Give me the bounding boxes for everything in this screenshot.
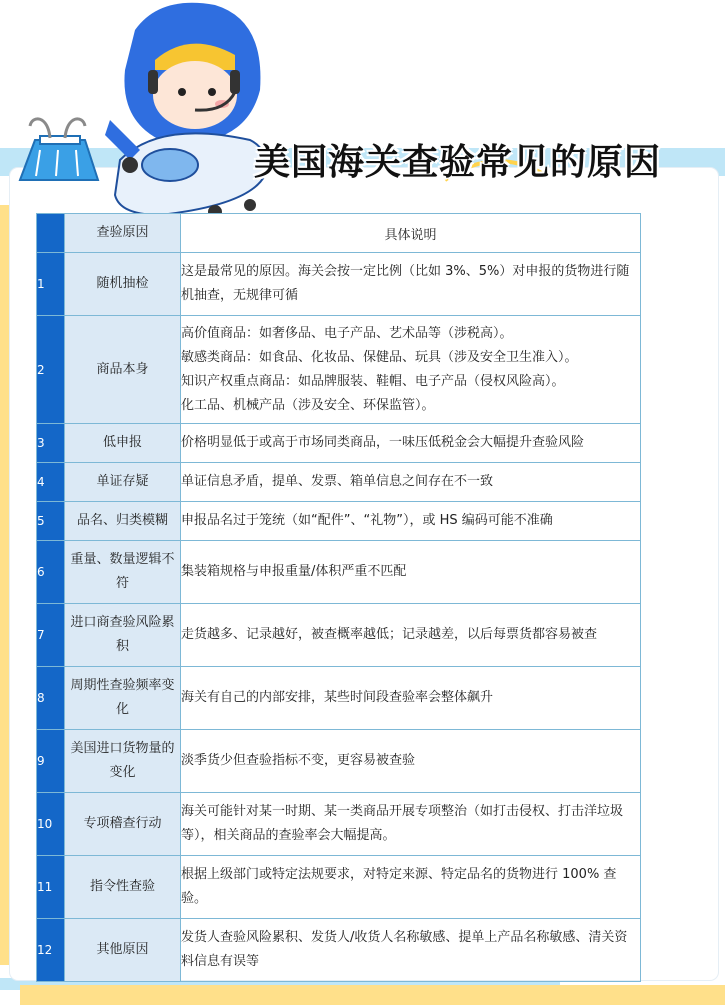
table-row — [37, 463, 641, 502]
row-description — [181, 502, 641, 541]
table-row — [37, 919, 641, 982]
row-reason: 低申报 — [65, 424, 181, 463]
row-reason: 进口商查验风险累积 — [65, 604, 181, 667]
decor-yellow-bottom — [20, 985, 725, 1005]
description-line: 化工品、机械产品（涉及安全、环保监管）。 — [181, 397, 435, 413]
row-number: 8 — [37, 667, 65, 730]
description-line: 走货越多、记录越好，被查概率越低；记录越差，以后每票货都容易被查 — [181, 627, 598, 642]
row-number: 10 — [37, 793, 65, 856]
row-reason: 其他原因 — [65, 919, 181, 982]
mascot-pilot-airplane — [100, 0, 275, 222]
table-row — [37, 253, 641, 316]
row-description — [181, 604, 641, 667]
description-line: 淡季货少但查验指标不变，更容易被查验 — [181, 753, 416, 768]
row-number: 1 — [37, 253, 65, 316]
row-description — [181, 730, 641, 793]
header-reason: 查验原因 — [65, 214, 181, 253]
row-description — [181, 856, 641, 919]
table-row — [37, 667, 641, 730]
customs-inspection-table — [36, 213, 641, 982]
row-description — [181, 253, 641, 316]
description-line: 海关可能针对某一时期、某一类商品开展专项整治（如打击侵权、打击洋垃圾等），相关商品的查验率会大幅提高。 — [181, 804, 624, 843]
description-line: 单证信息矛盾，提单、发票、箱单信息之间存在不一致 — [181, 474, 494, 489]
description-line: 集装箱规格与申报重量/体积严重不匹配 — [181, 564, 407, 579]
table-row — [37, 502, 641, 541]
row-description — [181, 316, 641, 424]
description-line: 根据上级部门或特定法规要求，对特定来源、特定品名的货物进行 100% 查验。 — [181, 867, 617, 906]
row-number: 9 — [37, 730, 65, 793]
row-reason: 专项稽查行动 — [65, 793, 181, 856]
row-reason: 随机抽检 — [65, 253, 181, 316]
row-reason: 重量、数量逻辑不符 — [65, 541, 181, 604]
row-description — [181, 463, 641, 502]
header-description: 具体说明 — [181, 214, 641, 253]
table-header-row — [37, 214, 641, 253]
row-reason: 商品本身 — [65, 316, 181, 424]
description-line: 知识产权重点商品：如品牌服装、鞋帽、电子产品（侵权风险高）。 — [181, 373, 565, 389]
table-row — [37, 424, 641, 463]
row-number: 5 — [37, 502, 65, 541]
row-number: 12 — [37, 919, 65, 982]
description-line: 价格明显低于或高于市场同类商品，一味压低税金会大幅提升查验风险 — [181, 435, 585, 450]
table-row — [37, 604, 641, 667]
row-reason: 周期性查验频率变化 — [65, 667, 181, 730]
row-reason: 单证存疑 — [65, 463, 181, 502]
page-title: 美国海关查验常见的原因 — [254, 142, 662, 183]
description-line: 海关有自己的内部安排，某些时间段查验率会整体飙升 — [181, 690, 494, 705]
description-line: 发货人查验风险累积、发货人/收货人名称敏感、提单上产品名称敏感、清关资料信息有误等 — [181, 930, 628, 969]
table-row — [37, 730, 641, 793]
row-reason: 指令性查验 — [65, 856, 181, 919]
row-number: 2 — [37, 316, 65, 424]
description-line: 申报品名过于笼统（如“配件”、“礼物”），或 HS 编码可能不准确 — [181, 513, 553, 528]
row-number: 7 — [37, 604, 65, 667]
row-description — [181, 424, 641, 463]
row-number: 3 — [37, 424, 65, 463]
row-description — [181, 667, 641, 730]
description-line: 这是最常见的原因。海关会按一定比例（比如 3%、5%）对申报的货物进行随机抽查，无规律可循 — [181, 264, 630, 303]
binder-clip-icon — [10, 110, 100, 190]
table-row — [37, 316, 641, 424]
description-line: 高价值商品：如奢侈品、电子产品、艺术品等（涉税高）。 — [181, 325, 513, 341]
row-description — [181, 793, 641, 856]
row-number: 11 — [37, 856, 65, 919]
row-description — [181, 919, 641, 982]
table-row — [37, 793, 641, 856]
description-line: 敏感类商品：如食品、化妆品、保健品、玩具（涉及安全卫生准入）。 — [181, 349, 578, 365]
row-description — [181, 541, 641, 604]
row-number: 6 — [37, 541, 65, 604]
row-reason: 美国进口货物量的变化 — [65, 730, 181, 793]
row-number: 4 — [37, 463, 65, 502]
table-row — [37, 541, 641, 604]
table-row — [37, 856, 641, 919]
header-number — [37, 214, 65, 253]
row-reason: 品名、归类模糊 — [65, 502, 181, 541]
